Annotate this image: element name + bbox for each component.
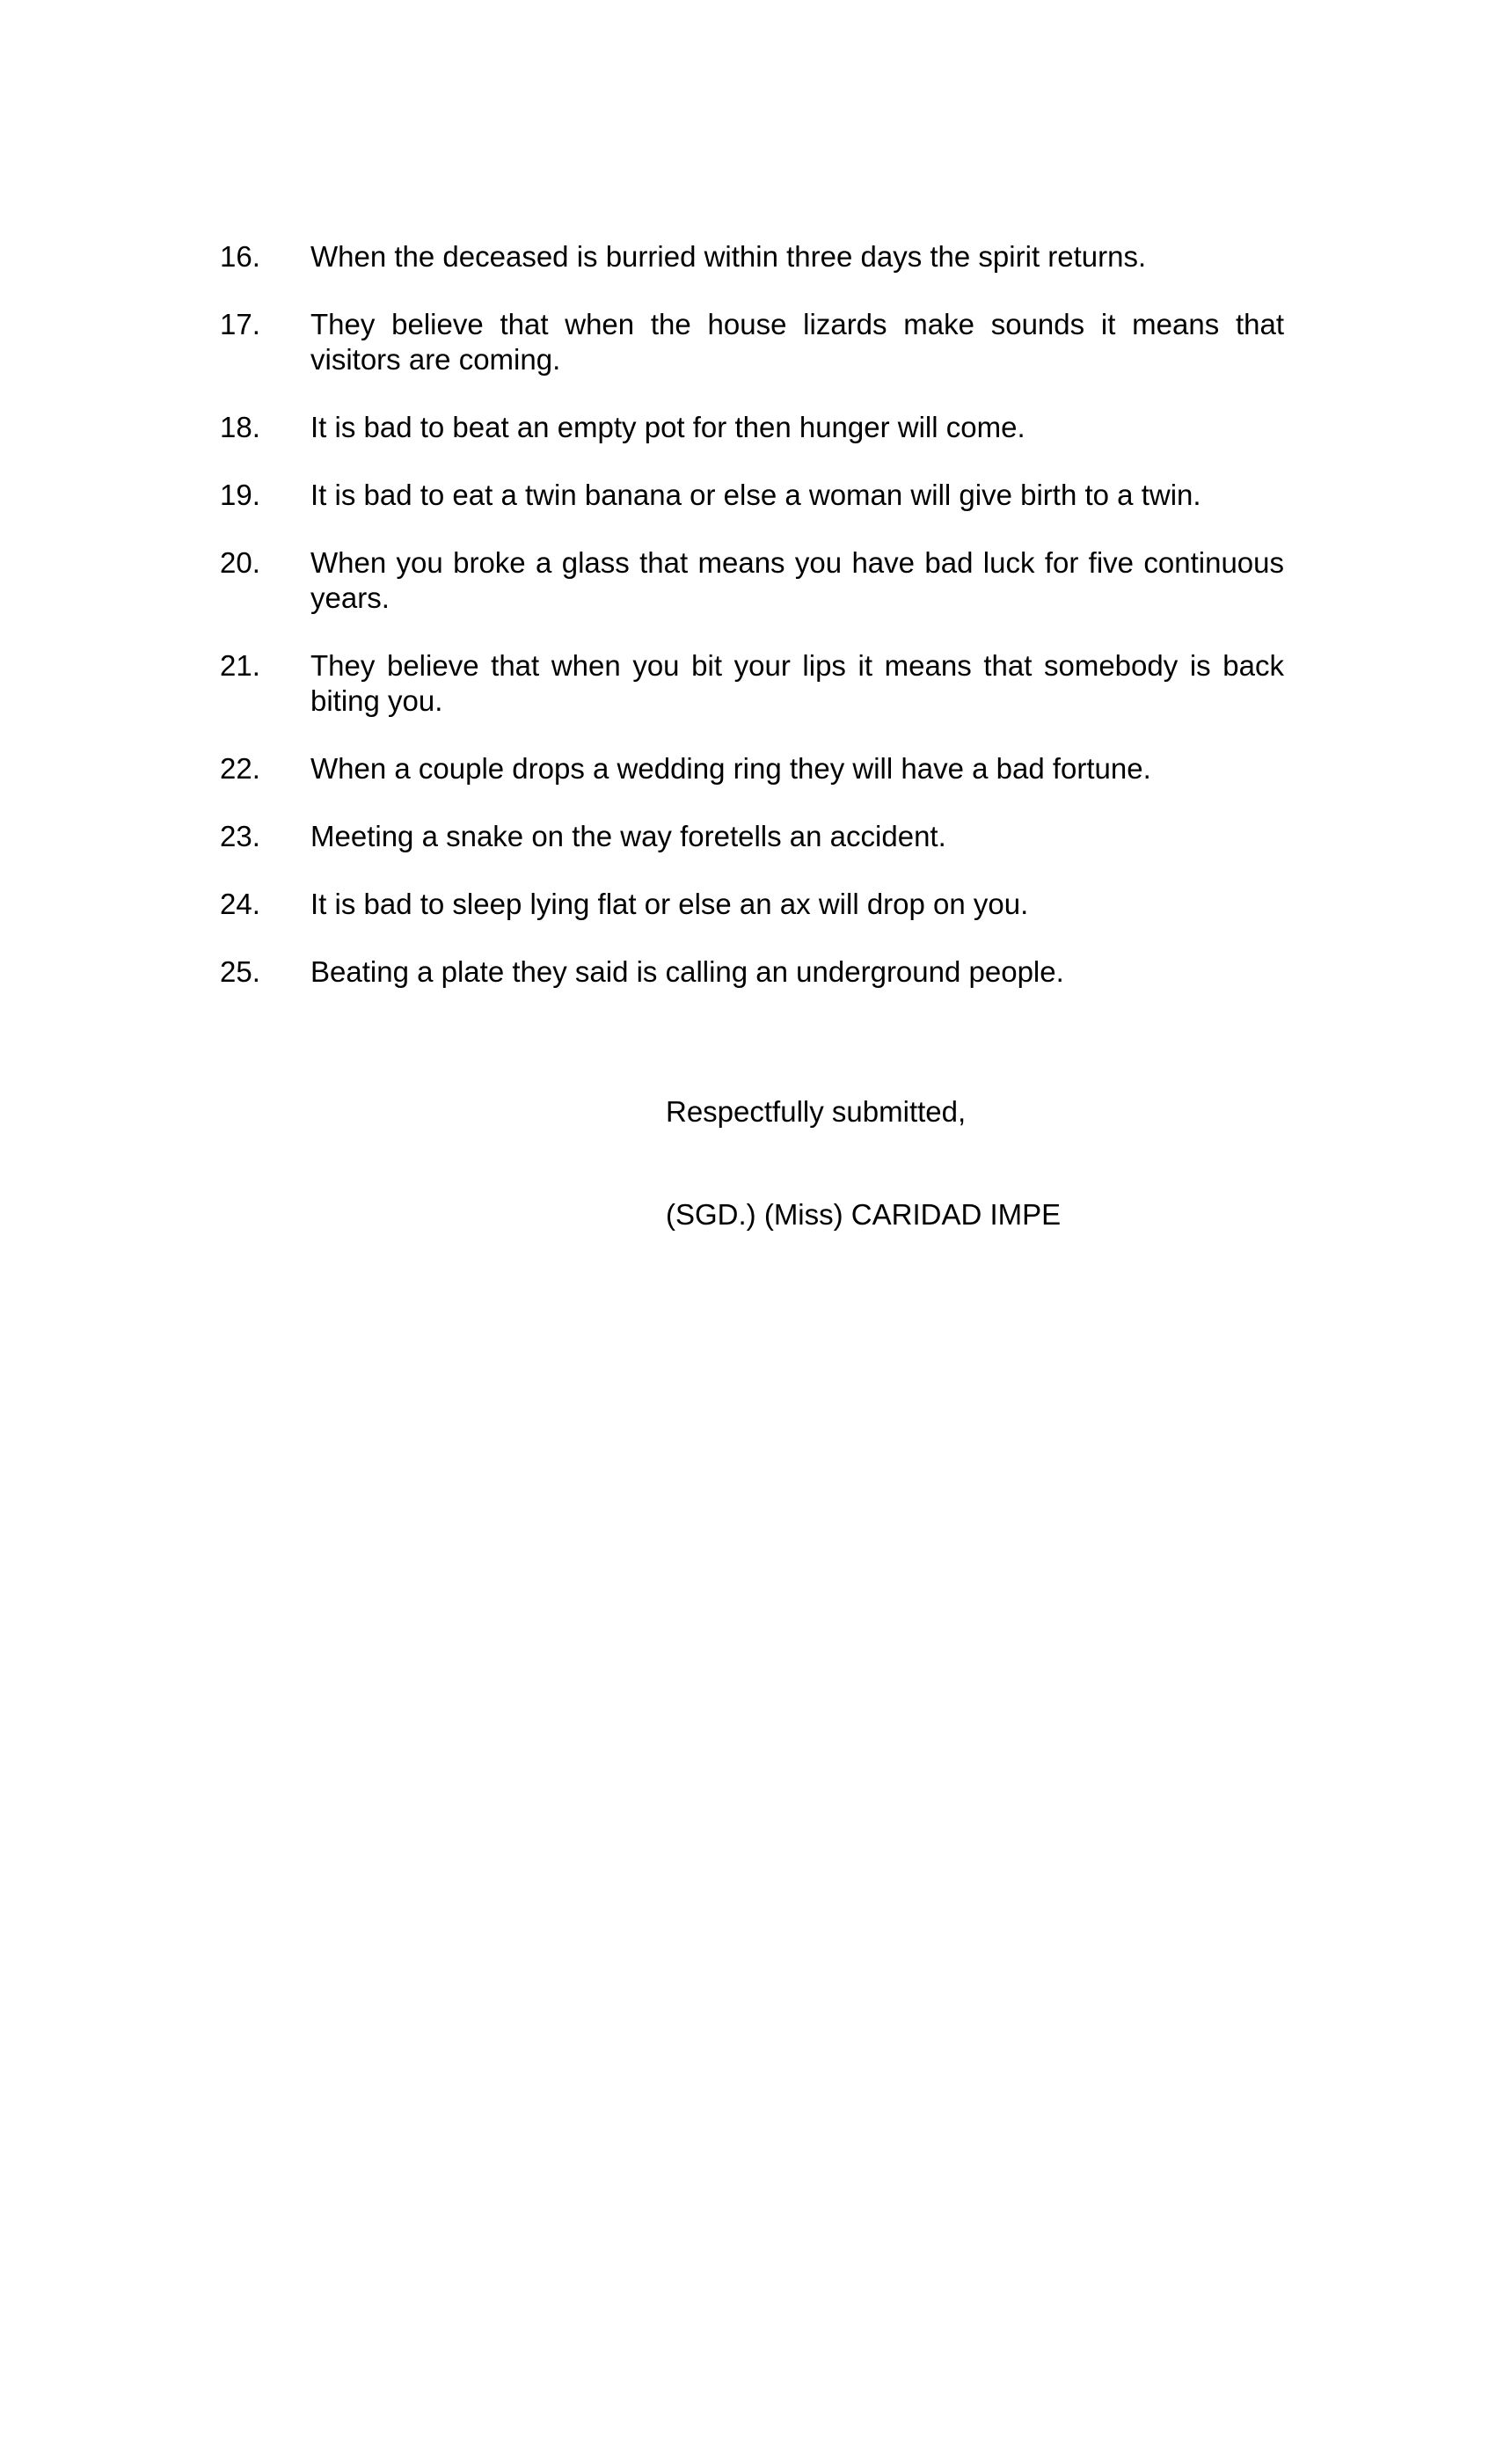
item-text: It is bad to sleep lying flat or else an ax will drop on you. — [310, 888, 1029, 920]
item-number: 21. — [220, 649, 260, 682]
list-item — [220, 478, 1284, 513]
signature-line: (SGD.) (Miss) CARIDAD IMPE — [666, 1198, 1062, 1231]
list-item — [220, 819, 1284, 854]
closing-line: Respectfully submitted, — [666, 1095, 967, 1128]
list-item — [220, 954, 1284, 990]
list-item — [220, 648, 1284, 719]
item-number: 20. — [220, 546, 260, 579]
list-item — [220, 307, 1284, 377]
item-text: When you broke a glass that means you have bad luck for five continuous years. — [310, 546, 1284, 614]
item-number: 19. — [220, 479, 260, 511]
superstition-list — [220, 239, 1284, 1022]
item-text: Meeting a snake on the way foretells an accident. — [310, 820, 946, 852]
item-text: Beating a plate they said is calling an underground people. — [310, 955, 1064, 988]
list-item — [220, 751, 1284, 786]
item-number: 17. — [220, 308, 260, 340]
list-item — [220, 410, 1284, 445]
item-text: It is bad to eat a twin banana or else a woman will give birth to a twin. — [310, 479, 1201, 511]
list-item — [220, 545, 1284, 616]
list-item — [220, 239, 1284, 274]
item-number: 24. — [220, 888, 260, 920]
item-text: When a couple drops a wedding ring they will have a bad fortune. — [310, 752, 1151, 785]
item-number: 25. — [220, 955, 260, 988]
item-text: It is bad to beat an empty pot for then hunger will come. — [310, 411, 1025, 443]
item-text: They believe that when you bit your lips it means that somebody is back biting you. — [310, 649, 1284, 717]
item-number: 18. — [220, 411, 260, 443]
item-number: 22. — [220, 752, 260, 785]
item-number: 23. — [220, 820, 260, 852]
list-item — [220, 887, 1284, 922]
item-number: 16. — [220, 240, 260, 273]
item-text: They believe that when the house lizards make sounds it means that visitors are coming. — [310, 308, 1284, 376]
item-text: When the deceased is burried within three days the spirit returns. — [310, 240, 1147, 273]
